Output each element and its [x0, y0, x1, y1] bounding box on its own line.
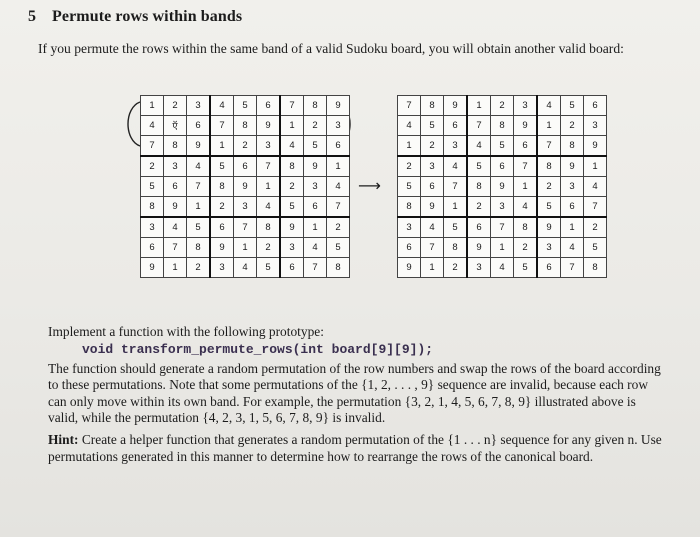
board-cell: 4	[537, 96, 561, 116]
board-cell: 5	[304, 136, 327, 157]
board-cell: 3	[141, 217, 164, 238]
board-cell: 3	[210, 258, 234, 278]
board-row	[398, 116, 607, 136]
section-title: Permute rows within bands	[52, 8, 243, 25]
board-cell: 6	[257, 96, 281, 116]
board-cell: 8	[467, 177, 491, 197]
board-cell: 6	[584, 96, 607, 116]
board-cell: 9	[444, 96, 468, 116]
board-cell: 9	[561, 156, 584, 177]
board-cell: 7	[467, 116, 491, 136]
board-cell: 1	[257, 177, 281, 197]
board-cell: 2	[561, 116, 584, 136]
board-cell: 6	[467, 217, 491, 238]
hint-paragraph	[48, 432, 663, 465]
board-cell: 6	[327, 136, 350, 157]
board-cell: 4	[421, 217, 444, 238]
board-cell: 1	[421, 258, 444, 278]
board-cell: 7	[421, 238, 444, 258]
board-cell: 5	[210, 156, 234, 177]
board-cell: 7	[280, 96, 304, 116]
board-cell: 2	[467, 197, 491, 218]
sudoku-board-permuted	[397, 95, 607, 278]
board-cell: 8	[584, 258, 607, 278]
board-cell: 3	[398, 217, 421, 238]
board-cell: 4	[234, 258, 257, 278]
board-cell: 7	[327, 197, 350, 218]
board-cell: 8	[514, 217, 538, 238]
board-cell: 9	[280, 217, 304, 238]
board-cell: 8	[164, 136, 187, 157]
board-cell: 3	[164, 156, 187, 177]
board-cell: 9	[537, 217, 561, 238]
board-cell: 1	[141, 96, 164, 116]
board-cell: 3	[561, 177, 584, 197]
board-cell: 2	[280, 177, 304, 197]
board-cell: 5	[584, 238, 607, 258]
board-cell: 6	[514, 136, 538, 157]
board-cell: 8	[187, 238, 211, 258]
implement-line: Implement a function with the following prototype:	[48, 324, 324, 339]
board-row	[141, 217, 350, 238]
board-cell: 9	[187, 136, 211, 157]
board-row	[398, 156, 607, 177]
board-row	[141, 258, 350, 278]
board-row	[141, 177, 350, 197]
board-row	[141, 156, 350, 177]
board-cell: 4	[561, 238, 584, 258]
board-cell: 1	[537, 116, 561, 136]
board-row	[398, 96, 607, 116]
board-cell: 3	[421, 156, 444, 177]
board-cell: 5	[421, 116, 444, 136]
board-cell: 4	[444, 156, 468, 177]
board-cell: 9	[234, 177, 257, 197]
board-cell: 7	[164, 238, 187, 258]
board-cell: 3	[537, 238, 561, 258]
board-cell: 3	[327, 116, 350, 136]
board-cell: 1	[444, 197, 468, 218]
board-cell: 3	[467, 258, 491, 278]
board-cell: 1	[398, 136, 421, 157]
board-cell: 2	[141, 156, 164, 177]
board-cell: 8	[234, 116, 257, 136]
hint-label: Hint:	[48, 432, 79, 448]
board-cell: 5	[280, 197, 304, 218]
board-cell: 4	[467, 136, 491, 157]
board-cell: 2	[257, 238, 281, 258]
board-cell: 6	[164, 177, 187, 197]
board-cell: 1	[164, 258, 187, 278]
board-cell: 8	[444, 238, 468, 258]
board-cell: 5	[514, 258, 538, 278]
board-row	[141, 136, 350, 157]
board-cell: 7	[187, 177, 211, 197]
board-cell: 5	[257, 258, 281, 278]
board-cell: 7	[210, 116, 234, 136]
board-cell: 5	[467, 156, 491, 177]
board-cell: 7	[561, 258, 584, 278]
board-cell: 2	[164, 96, 187, 116]
board-cell: 6	[444, 116, 468, 136]
board-cell: 1	[491, 238, 514, 258]
board-cell: 2	[514, 238, 538, 258]
board-cell: 3	[444, 136, 468, 157]
board-cell: 6	[234, 156, 257, 177]
board-cell: 9	[164, 197, 187, 218]
board-cell: 6	[537, 258, 561, 278]
board-cell: 5	[491, 136, 514, 157]
board-cell: 4	[141, 116, 164, 136]
board-cell: 7	[514, 156, 538, 177]
board-cell: 5	[141, 177, 164, 197]
board-cell: 3	[514, 96, 538, 116]
board-cell: 8	[210, 177, 234, 197]
board-row	[398, 197, 607, 218]
board-cell: 8	[257, 217, 281, 238]
board-cell: 3	[584, 116, 607, 136]
board-cell: 2	[444, 258, 468, 278]
transform-arrow: ⟶	[358, 176, 381, 195]
board-cell: 5	[398, 177, 421, 197]
board-cell: 9	[467, 238, 491, 258]
board-cell: 4	[210, 96, 234, 116]
board-row	[141, 197, 350, 218]
board-cell: 8	[491, 116, 514, 136]
board-cell: 5	[537, 197, 561, 218]
board-cell: 8	[327, 258, 350, 278]
board-cell: 9	[491, 177, 514, 197]
board-cell: 4	[514, 197, 538, 218]
board-cell: 9	[398, 258, 421, 278]
board-cell: 9	[584, 136, 607, 157]
board-cell: 1	[187, 197, 211, 218]
board-cell: 9	[257, 116, 281, 136]
board-cell: 2	[327, 217, 350, 238]
board-cell: 6	[398, 238, 421, 258]
board-cell: 7	[234, 217, 257, 238]
board-cell: 4	[584, 177, 607, 197]
board-cell: 7	[141, 136, 164, 157]
board-cell: 9	[514, 116, 538, 136]
board-cell: 1	[234, 238, 257, 258]
board-cell: 8	[304, 96, 327, 116]
board-cell: 3	[280, 238, 304, 258]
board-cell: 6	[304, 197, 327, 218]
board-cell: 4	[491, 258, 514, 278]
board-cell: 2	[398, 156, 421, 177]
board-cell: 2	[537, 177, 561, 197]
board-cell: 8	[398, 197, 421, 218]
board-cell: 2	[584, 217, 607, 238]
board-cell: 4	[257, 197, 281, 218]
board-cell: 2	[304, 116, 327, 136]
board-cell: 7	[398, 96, 421, 116]
board-cell: 2	[234, 136, 257, 157]
board-cell: 7	[444, 177, 468, 197]
board-cell: 8	[141, 197, 164, 218]
board-cell: 7	[257, 156, 281, 177]
board-cell: 7	[491, 217, 514, 238]
board-cell: 2	[491, 96, 514, 116]
board-cell: 4	[187, 156, 211, 177]
board-row	[398, 217, 607, 238]
board-cell: 7	[584, 197, 607, 218]
sudoku-board-original	[140, 95, 350, 278]
function-prototype: void transform_permute_rows(int board[9][9]);	[82, 342, 434, 358]
board-cell: 3	[187, 96, 211, 116]
board-cell: ऍ	[164, 116, 187, 136]
board-cell: 7	[304, 258, 327, 278]
board-cell: 1	[561, 217, 584, 238]
board-cell: 9	[327, 96, 350, 116]
board-cell: 6	[561, 197, 584, 218]
board-cell: 1	[210, 136, 234, 157]
board-row	[398, 136, 607, 157]
board-cell: 3	[304, 177, 327, 197]
board-cell: 1	[584, 156, 607, 177]
board-cell: 7	[537, 136, 561, 157]
board-cell: 2	[421, 136, 444, 157]
board-cell: 6	[210, 217, 234, 238]
board-cell: 6	[280, 258, 304, 278]
board-cell: 8	[561, 136, 584, 157]
board-cell: 8	[280, 156, 304, 177]
board-cell: 2	[187, 258, 211, 278]
board-cell: 6	[491, 156, 514, 177]
board-cell: 4	[280, 136, 304, 157]
board-cell: 1	[514, 177, 538, 197]
section-heading	[28, 8, 242, 26]
board-cell: 3	[234, 197, 257, 218]
board-cell: 3	[491, 197, 514, 218]
board-cell: 6	[187, 116, 211, 136]
board-row	[141, 238, 350, 258]
board-cell: 8	[537, 156, 561, 177]
section-number: 5	[28, 8, 37, 25]
board-cell: 9	[210, 238, 234, 258]
board-cell: 4	[164, 217, 187, 238]
board-cell: 1	[304, 217, 327, 238]
board-cell: 5	[234, 96, 257, 116]
board-row	[398, 258, 607, 278]
board-cell: 1	[467, 96, 491, 116]
board-row	[398, 177, 607, 197]
intro-paragraph: If you permute the rows within the same band of a valid Sudoku board, you will obtain another valid board:	[38, 41, 624, 56]
board-cell: 9	[141, 258, 164, 278]
board-cell: 5	[327, 238, 350, 258]
hint-text: Create a helper function that generates a random permutation of the {1 . . . n} sequence for any given n. Use permutations generated in this manner to determine how to rearrange the rows of the canonical board.	[48, 432, 662, 464]
board-row	[141, 96, 350, 116]
board-cell: 6	[421, 177, 444, 197]
board-cell: 6	[141, 238, 164, 258]
board-cell: 4	[327, 177, 350, 197]
board-cell: 9	[421, 197, 444, 218]
description-paragraph: The function should generate a random permutation of the row numbers and swap the rows of the board according to these permutations. Note that some permutations of the {1, 2, . . . , 9} sequence are invalid, because each row can only move within its own band. For example, the permutation {3, 2, 1, 4, 5, 6, 7, 8, 9} illustrated above is valid, while the permutation {4, 2, 3, 1, 5, 6, 7, 8, 9} is invalid.	[48, 360, 661, 426]
board-cell: 5	[444, 217, 468, 238]
board-cell: 3	[257, 136, 281, 157]
board-cell: 8	[421, 96, 444, 116]
board-cell: 4	[304, 238, 327, 258]
board-cell: 4	[398, 116, 421, 136]
board-row	[398, 238, 607, 258]
board-row	[141, 116, 350, 136]
body-text	[48, 324, 663, 465]
board-cell: 1	[280, 116, 304, 136]
board-cell: 5	[187, 217, 211, 238]
board-cell: 1	[327, 156, 350, 177]
board-cell: 9	[304, 156, 327, 177]
board-cell: 5	[561, 96, 584, 116]
board-cell: 2	[210, 197, 234, 218]
